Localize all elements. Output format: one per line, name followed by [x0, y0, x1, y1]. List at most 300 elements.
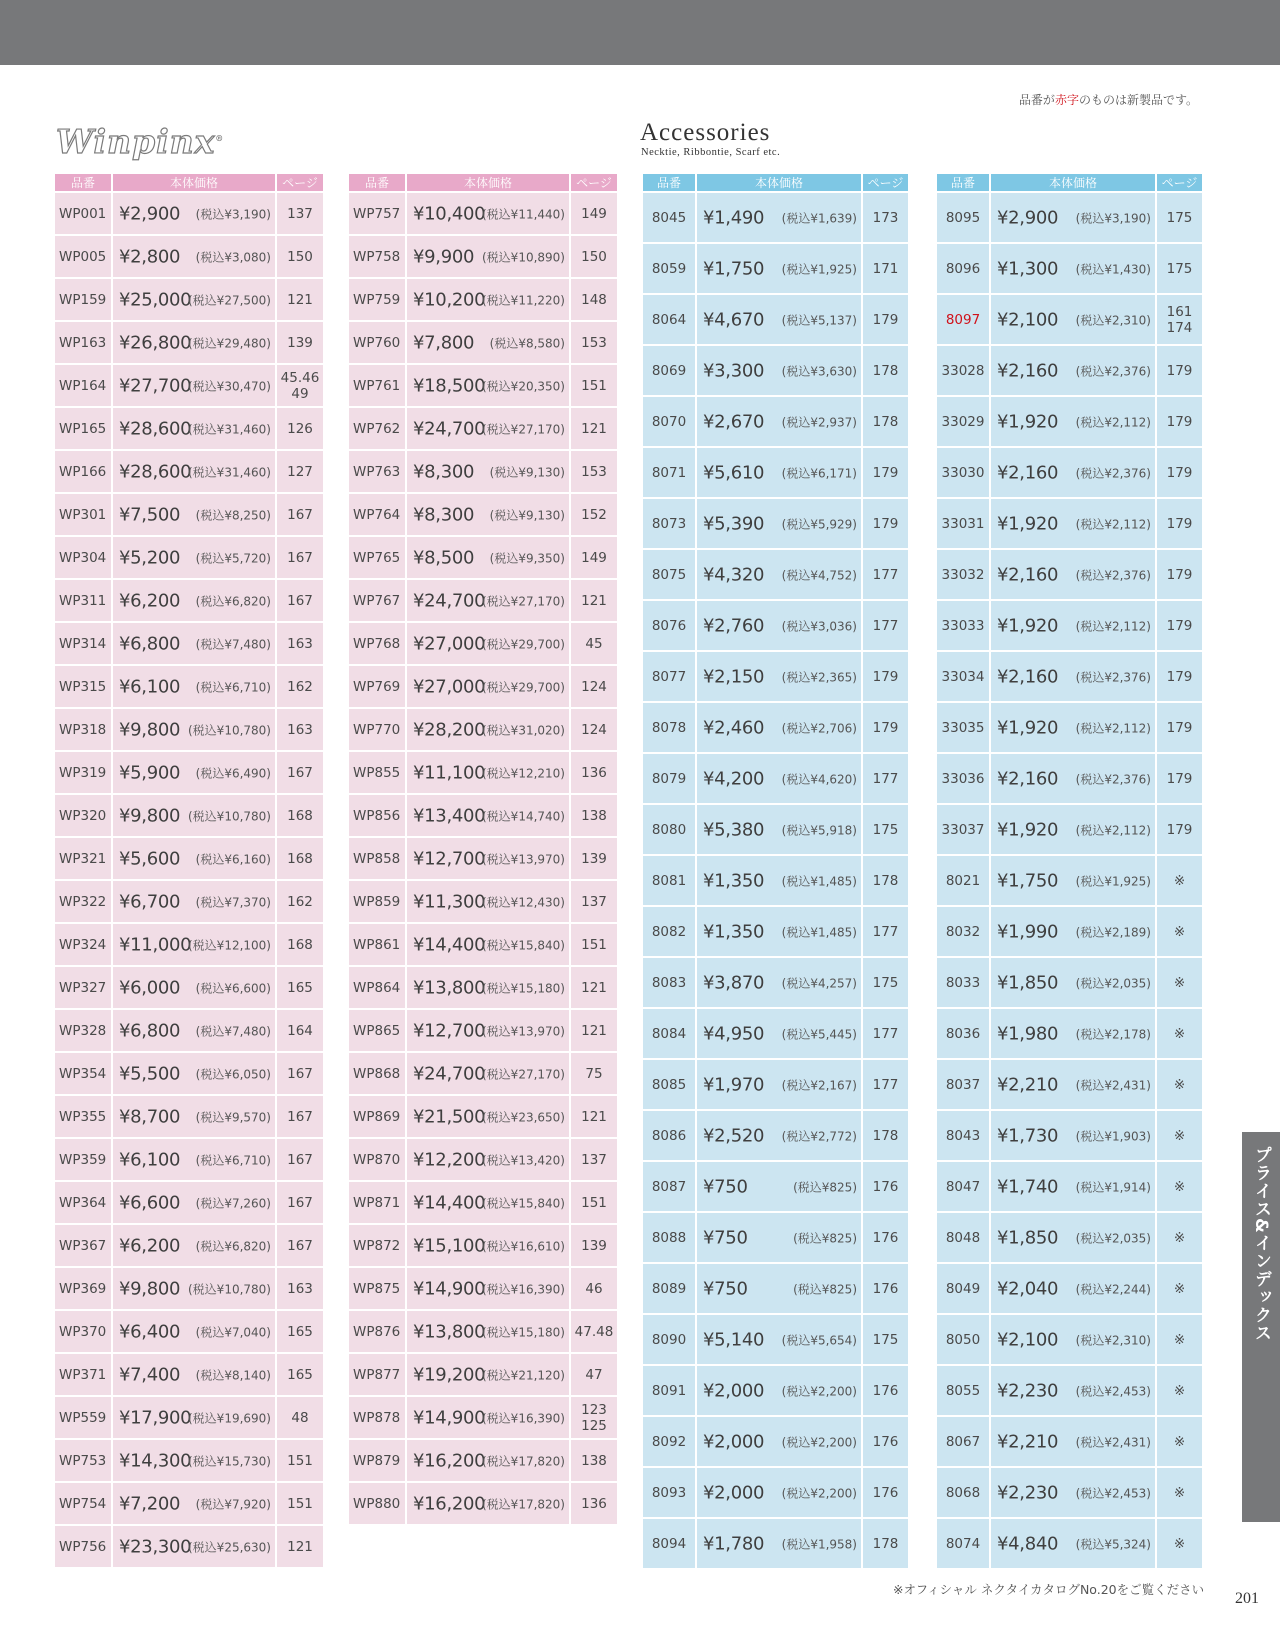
- tax-included-price: (税込¥14,740): [482, 809, 565, 823]
- price-cell: [406, 278, 570, 321]
- price-cell: [696, 804, 862, 855]
- table-row: [936, 1518, 1203, 1569]
- page-number-ref: 124: [581, 678, 607, 695]
- page-number-ref: 163: [287, 635, 313, 652]
- price-cell: [696, 1008, 862, 1059]
- page-ref: [1156, 1212, 1203, 1263]
- tax-included-price: (税込¥2,035): [1075, 976, 1151, 990]
- page-number-ref: 124: [581, 721, 607, 738]
- item-code: WP753: [54, 1439, 112, 1482]
- base-price: ¥5,390: [703, 513, 765, 534]
- tax-included-price: (税込¥1,639): [781, 211, 857, 225]
- item-code: 33030: [936, 447, 990, 498]
- item-code: WP354: [54, 1052, 112, 1095]
- item-code: WP318: [54, 708, 112, 751]
- page-number-ref: ※: [1173, 1076, 1186, 1093]
- price-cell: [112, 1009, 276, 1052]
- base-price: ¥3,870: [703, 972, 765, 993]
- table-row: [936, 1059, 1203, 1110]
- page-ref: [1156, 1059, 1203, 1110]
- base-price: ¥2,800: [119, 246, 181, 267]
- table-row: [348, 364, 618, 407]
- tax-included-price: (税込¥1,914): [1075, 1180, 1151, 1194]
- tax-included-price: (税込¥1,925): [781, 262, 857, 276]
- item-code: 8043: [936, 1110, 990, 1161]
- page-ref: [570, 1396, 618, 1439]
- column-header-price: 本体価格: [990, 173, 1156, 192]
- base-price: ¥7,800: [413, 332, 475, 353]
- page-ref: [862, 1008, 909, 1059]
- price-cell: [406, 880, 570, 923]
- base-price: ¥1,730: [997, 1125, 1059, 1146]
- table-row: [348, 1482, 618, 1525]
- table-row: [348, 536, 618, 579]
- page-ref: [570, 794, 618, 837]
- base-price: ¥6,400: [119, 1321, 181, 1342]
- page-number-ref: 179: [872, 719, 899, 736]
- base-price: ¥1,300: [997, 258, 1059, 279]
- page-ref: [570, 665, 618, 708]
- tax-included-price: (税込¥17,820): [482, 1454, 565, 1468]
- table-row: [54, 708, 324, 751]
- base-price: ¥11,300: [413, 891, 486, 912]
- page-ref: [570, 837, 618, 880]
- tax-included-price: (税込¥2,112): [1075, 823, 1151, 837]
- page-number-ref: 121: [581, 1022, 607, 1039]
- page-ref: [276, 364, 324, 407]
- price-cell: [990, 702, 1156, 753]
- item-code: WP761: [348, 364, 406, 407]
- tax-included-price: (税込¥1,903): [1075, 1129, 1151, 1143]
- page-ref: [862, 549, 909, 600]
- page-number-ref: 167: [287, 1151, 313, 1168]
- price-cell: [112, 321, 276, 364]
- price-cell: [696, 1212, 862, 1263]
- item-code: WP858: [348, 837, 406, 880]
- tax-included-price: (税込¥1,958): [781, 1537, 857, 1551]
- base-price: ¥750: [703, 1278, 748, 1299]
- tax-included-price: (税込¥30,470): [188, 379, 271, 393]
- page-ref: [862, 345, 909, 396]
- base-price: ¥1,350: [703, 870, 765, 891]
- tax-included-price: (税込¥7,920): [195, 1497, 271, 1511]
- side-index-tab[interactable]: [1242, 1132, 1280, 1522]
- tax-included-price: (税込¥2,200): [781, 1384, 857, 1398]
- page-number-ref: 139: [581, 850, 607, 867]
- table-row: [54, 536, 324, 579]
- page-number-ref: 179: [872, 668, 899, 685]
- table-row: [348, 450, 618, 493]
- tax-included-price: (税込¥27,170): [482, 594, 565, 608]
- tax-included-price: (税込¥3,036): [781, 619, 857, 633]
- page-number-ref: ※: [1173, 1025, 1186, 1042]
- item-code: 33028: [936, 345, 990, 396]
- item-code: 8064: [642, 294, 696, 345]
- page-number-ref: 168: [287, 850, 313, 867]
- price-cell: [696, 1110, 862, 1161]
- price-cell: [696, 1467, 862, 1518]
- page-ref: [1156, 1518, 1203, 1569]
- base-price: ¥24,700: [413, 1063, 486, 1084]
- price-cell: [112, 1181, 276, 1224]
- table-row: [348, 708, 618, 751]
- page-ref: [276, 708, 324, 751]
- column-header-page: ページ: [570, 173, 618, 192]
- tax-included-price: (税込¥15,840): [482, 1196, 565, 1210]
- table-row: [936, 1467, 1203, 1518]
- page-number-ref: 177: [872, 1025, 899, 1042]
- page-number-ref: 179: [872, 464, 899, 481]
- price-cell: [406, 1009, 570, 1052]
- page-ref: [570, 1181, 618, 1224]
- base-price: ¥1,780: [703, 1533, 765, 1554]
- price-cell: [696, 1518, 862, 1569]
- item-code: WP864: [348, 966, 406, 1009]
- tax-included-price: (税込¥4,620): [781, 772, 857, 786]
- price-cell: [406, 923, 570, 966]
- table-row: [54, 493, 324, 536]
- price-cell: [406, 579, 570, 622]
- base-price: ¥8,300: [413, 461, 475, 482]
- table-row: [642, 1059, 909, 1110]
- page-ref: [1156, 906, 1203, 957]
- tax-included-price: (税込¥11,440): [482, 207, 565, 221]
- item-code: WP371: [54, 1353, 112, 1396]
- price-cell: [990, 243, 1156, 294]
- tax-included-price: (税込¥6,160): [195, 852, 271, 866]
- price-cell: [112, 235, 276, 278]
- table-row: [936, 243, 1203, 294]
- base-price: ¥2,160: [997, 564, 1059, 585]
- price-cell: [406, 1482, 570, 1525]
- table-row: [936, 1263, 1203, 1314]
- table-row: [642, 1263, 909, 1314]
- page-number-ref: 152: [581, 506, 607, 523]
- price-cell: [406, 966, 570, 1009]
- price-cell: [112, 278, 276, 321]
- item-code: WP159: [54, 278, 112, 321]
- price-cell: [990, 549, 1156, 600]
- page-number-ref: 179: [1166, 668, 1193, 685]
- page-number-ref: 137: [581, 893, 607, 910]
- table-row: [642, 1161, 909, 1212]
- tax-included-price: (税込¥12,210): [482, 766, 565, 780]
- item-code: WP355: [54, 1095, 112, 1138]
- base-price: ¥1,750: [703, 258, 765, 279]
- item-code: WP865: [348, 1009, 406, 1052]
- price-cell: [112, 708, 276, 751]
- tax-included-price: (税込¥2,376): [1075, 772, 1151, 786]
- table-row: [348, 794, 618, 837]
- tax-included-price: (税込¥21,120): [482, 1368, 565, 1382]
- page-number-ref: 176: [872, 1484, 899, 1501]
- base-price: ¥2,160: [997, 768, 1059, 789]
- page-ref: [862, 1212, 909, 1263]
- page-number-ref: ※: [1173, 1127, 1186, 1144]
- page-ref: [276, 1181, 324, 1224]
- page-number-ref: 151: [581, 936, 607, 953]
- item-code: WP760: [348, 321, 406, 364]
- tax-included-price: (税込¥2,376): [1075, 364, 1151, 378]
- item-code: WP763: [348, 450, 406, 493]
- base-price: ¥2,150: [703, 666, 765, 687]
- table-row: [936, 447, 1203, 498]
- table-row: [348, 579, 618, 622]
- table-row: [642, 1314, 909, 1365]
- page-number-ref: 47.48: [574, 1323, 614, 1340]
- tax-included-price: (税込¥10,780): [188, 809, 271, 823]
- price-cell: [406, 235, 570, 278]
- price-cell: [696, 702, 862, 753]
- tax-included-price: (税込¥5,929): [781, 517, 857, 531]
- price-cell: [112, 364, 276, 407]
- table-row: [348, 493, 618, 536]
- base-price: ¥2,460: [703, 717, 765, 738]
- base-price: ¥14,900: [413, 1278, 486, 1299]
- page-number-ref: 177: [872, 566, 899, 583]
- base-price: ¥2,210: [997, 1431, 1059, 1452]
- base-price: ¥13,400: [413, 805, 486, 826]
- base-price: ¥2,210: [997, 1074, 1059, 1095]
- base-price: ¥7,500: [119, 504, 181, 525]
- table-row: [348, 192, 618, 235]
- base-price: ¥6,100: [119, 676, 181, 697]
- price-cell: [990, 1416, 1156, 1467]
- side-tab-label: プライス&インデックス: [1251, 1146, 1271, 1342]
- table-row: [54, 1267, 324, 1310]
- table-row: [54, 579, 324, 622]
- page-number-ref: 126: [287, 420, 313, 437]
- price-cell: [406, 665, 570, 708]
- page-ref: [1156, 702, 1203, 753]
- base-price: ¥1,920: [997, 615, 1059, 636]
- tax-included-price: (税込¥31,020): [482, 723, 565, 737]
- item-code: 8081: [642, 855, 696, 906]
- item-code: 8078: [642, 702, 696, 753]
- page-ref: [276, 1224, 324, 1267]
- item-code: WP756: [54, 1525, 112, 1568]
- price-cell: [406, 1353, 570, 1396]
- column-header-code: 品番: [642, 173, 696, 192]
- page-number-ref: 45.46: [280, 369, 320, 386]
- base-price: ¥14,400: [413, 934, 486, 955]
- tax-included-price: (税込¥2,189): [1075, 925, 1151, 939]
- column-header-code: 品番: [348, 173, 406, 192]
- item-code: WP754: [54, 1482, 112, 1525]
- tax-included-price: (税込¥9,570): [195, 1110, 271, 1124]
- table-row: [54, 837, 324, 880]
- item-code: WP759: [348, 278, 406, 321]
- price-cell: [112, 536, 276, 579]
- base-price: ¥6,800: [119, 633, 181, 654]
- page-number-ref: 162: [287, 893, 313, 910]
- table-row: [54, 665, 324, 708]
- table-row: [642, 600, 909, 651]
- base-price: ¥2,000: [703, 1431, 765, 1452]
- table-row: [54, 1525, 324, 1568]
- page-ref: [862, 1059, 909, 1110]
- base-price: ¥15,100: [413, 1235, 486, 1256]
- base-price: ¥12,700: [413, 848, 486, 869]
- table-row: [936, 1212, 1203, 1263]
- table-row: [642, 447, 909, 498]
- item-code: WP878: [348, 1396, 406, 1439]
- column-header-code: 品番: [54, 173, 112, 192]
- page-ref: [862, 192, 909, 243]
- price-cell: [112, 966, 276, 1009]
- base-price: ¥17,900: [119, 1407, 192, 1428]
- item-code: 8085: [642, 1059, 696, 1110]
- item-code: WP879: [348, 1439, 406, 1482]
- page-ref: [570, 1482, 618, 1525]
- price-cell: [112, 1138, 276, 1181]
- base-price: ¥1,980: [997, 1023, 1059, 1044]
- page-ref: [570, 880, 618, 923]
- table-row: [642, 396, 909, 447]
- table-row: [54, 1353, 324, 1396]
- table-row: [936, 396, 1203, 447]
- tax-included-price: (税込¥2,178): [1075, 1027, 1151, 1041]
- price-cell: [990, 1263, 1156, 1314]
- base-price: ¥5,900: [119, 762, 181, 783]
- price-cell: [990, 294, 1156, 345]
- brand-logo: Winpinx®: [56, 122, 225, 161]
- item-code: 8091: [642, 1365, 696, 1416]
- item-code: WP164: [54, 364, 112, 407]
- page-ref: [570, 708, 618, 751]
- page-number-ref: 136: [581, 764, 607, 781]
- page-number-ref: 121: [287, 1538, 313, 1555]
- page-number-ref: 176: [872, 1433, 899, 1450]
- page-number-ref: ※: [1173, 1382, 1186, 1399]
- tax-included-price: (税込¥2,453): [1075, 1486, 1151, 1500]
- page-ref: [570, 536, 618, 579]
- price-cell: [990, 447, 1156, 498]
- price-cell: [696, 651, 862, 702]
- top-bar: [0, 0, 1280, 65]
- table-row: [642, 1212, 909, 1263]
- base-price: ¥1,920: [997, 513, 1059, 534]
- tax-included-price: (税込¥29,480): [188, 336, 271, 350]
- tax-included-price: (税込¥19,690): [188, 1411, 271, 1425]
- page-number-ref: 121: [581, 592, 607, 609]
- table-row: [642, 1008, 909, 1059]
- table-row: [348, 1181, 618, 1224]
- tax-included-price: (税込¥10,780): [188, 1282, 271, 1296]
- tax-included-price: (税込¥31,460): [188, 422, 271, 436]
- item-code: 8082: [642, 906, 696, 957]
- tax-included-price: (税込¥2,200): [781, 1486, 857, 1500]
- item-code: WP770: [348, 708, 406, 751]
- table-row: [54, 278, 324, 321]
- table-row: [936, 702, 1203, 753]
- tax-included-price: (税込¥2,431): [1075, 1078, 1151, 1092]
- item-code: WP764: [348, 493, 406, 536]
- page-number-ref: 151: [581, 1194, 607, 1211]
- page-ref: [570, 1439, 618, 1482]
- page-ref: [1156, 1161, 1203, 1212]
- footnote: ※オフィシャル ネクタイカタログNo.20をご覧ください: [893, 1582, 1205, 1597]
- page-ref: [276, 1396, 324, 1439]
- base-price: ¥6,700: [119, 891, 181, 912]
- page-ref: [276, 1052, 324, 1095]
- base-price: ¥4,950: [703, 1023, 765, 1044]
- price-cell: [696, 294, 862, 345]
- page-number-ref: 138: [581, 807, 607, 824]
- page-ref: [570, 1224, 618, 1267]
- page-number-ref: 153: [581, 463, 607, 480]
- price-cell: [990, 1467, 1156, 1518]
- page-number-ref: 167: [287, 1194, 313, 1211]
- tax-included-price: (税込¥2,310): [1075, 313, 1151, 327]
- price-cell: [112, 880, 276, 923]
- price-cell: [112, 1396, 276, 1439]
- table-row: [936, 651, 1203, 702]
- tax-included-price: (税込¥16,390): [482, 1282, 565, 1296]
- price-cell: [112, 1052, 276, 1095]
- price-cell: [696, 549, 862, 600]
- price-cell: [112, 1224, 276, 1267]
- item-code: WP757: [348, 192, 406, 235]
- item-code: 8075: [642, 549, 696, 600]
- table-row: [936, 1314, 1203, 1365]
- base-price: ¥6,800: [119, 1020, 181, 1041]
- page-ref: [570, 235, 618, 278]
- price-cell: [990, 753, 1156, 804]
- tax-included-price: (税込¥5,445): [781, 1027, 857, 1041]
- item-code: 33032: [936, 549, 990, 600]
- item-code: WP861: [348, 923, 406, 966]
- price-cell: [696, 1365, 862, 1416]
- tax-included-price: (税込¥6,710): [195, 1153, 271, 1167]
- page-ref: [570, 1009, 618, 1052]
- table-row: [54, 1138, 324, 1181]
- price-cell: [112, 622, 276, 665]
- page-ref: [570, 1267, 618, 1310]
- page-number-ref: 179: [872, 515, 899, 532]
- tax-included-price: (税込¥15,840): [482, 938, 565, 952]
- base-price: ¥750: [703, 1227, 748, 1248]
- page-number-ref: 177: [872, 1076, 899, 1093]
- table-row: [348, 1310, 618, 1353]
- price-cell: [696, 600, 862, 651]
- page-number-ref: 179: [1166, 719, 1193, 736]
- page-ref: [276, 579, 324, 622]
- page-ref: [1156, 1314, 1203, 1365]
- base-price: ¥28,600: [119, 418, 192, 439]
- table-row: [348, 837, 618, 880]
- item-code: WP868: [348, 1052, 406, 1095]
- price-cell: [406, 192, 570, 235]
- page-number-ref: 148: [581, 291, 607, 308]
- price-cell: [112, 493, 276, 536]
- base-price: ¥27,000: [413, 633, 486, 654]
- page-ref: [862, 906, 909, 957]
- page-ref: [862, 753, 909, 804]
- base-price: ¥7,200: [119, 1493, 181, 1514]
- page-ref: [862, 804, 909, 855]
- item-code: 8032: [936, 906, 990, 957]
- item-code: 8068: [936, 1467, 990, 1518]
- item-code: WP559: [54, 1396, 112, 1439]
- tax-included-price: (税込¥13,970): [482, 1024, 565, 1038]
- item-code: WP877: [348, 1353, 406, 1396]
- table-row: [936, 345, 1203, 396]
- page-number-ref: 168: [287, 936, 313, 953]
- base-price: ¥11,100: [413, 762, 486, 783]
- item-code: 8047: [936, 1161, 990, 1212]
- item-code: WP322: [54, 880, 112, 923]
